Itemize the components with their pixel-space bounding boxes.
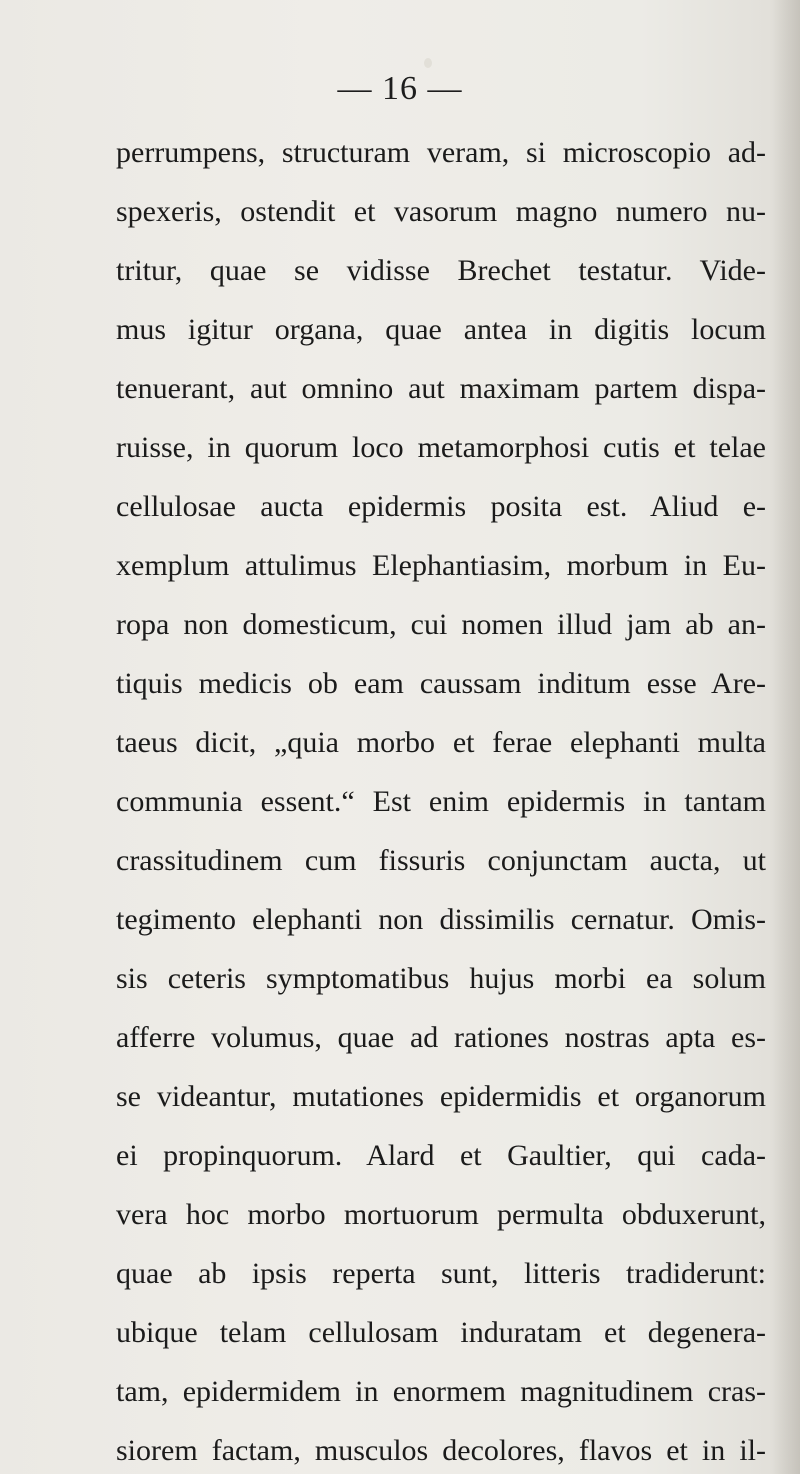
- text-line: mus igitur organa, quae antea in digitis locum: [116, 313, 766, 346]
- text-line: siorem factam, musculos decolores, flavos et in il-: [116, 1434, 766, 1467]
- text-line: perrumpens, structuram veram, si microscopio ad-: [116, 136, 766, 169]
- text-line: quae ab ipsis reperta sunt, litteris tradiderunt:: [116, 1257, 766, 1290]
- page-number: — 16 —: [337, 70, 463, 107]
- text-line: tiquis medicis ob eam caussam inditum esse Are-: [116, 667, 766, 700]
- text-line: tritur, quae se vidisse Brechet testatur. Vide-: [116, 254, 766, 287]
- text-line: spexeris, ostendit et vasorum magno numero nu-: [116, 195, 766, 228]
- text-line: se videantur, mutationes epidermidis et organorum: [116, 1080, 766, 1113]
- text-line: tam, epidermidem in enormem magnitudinem cras-: [116, 1375, 766, 1408]
- text-line: afferre volumus, quae ad rationes nostras apta es-: [116, 1021, 766, 1054]
- text-line: xemplum attulimus Elephantiasim, morbum in Eu-: [116, 549, 766, 582]
- text-line: sis ceteris symptomatibus hujus morbi ea solum: [116, 962, 766, 995]
- text-line: ropa non domesticum, cui nomen illud jam ab an-: [116, 608, 766, 641]
- text-line: tegimento elephanti non dissimilis cernatur. Omis-: [116, 903, 766, 936]
- text-line: ubique telam cellulosam induratam et degenera-: [116, 1316, 766, 1349]
- text-line: vera hoc morbo mortuorum permulta obduxerunt,: [116, 1198, 766, 1231]
- text-line: ruisse, in quorum loco metamorphosi cutis et telae: [116, 431, 766, 464]
- text-line: crassitudinem cum fissuris conjunctam aucta, ut: [116, 844, 766, 877]
- text-line: communia essent.“ Est enim epidermis in tantam: [116, 785, 766, 818]
- text-line: cellulosae aucta epidermis posita est. Aliud e-: [116, 490, 766, 523]
- text-line: tenuerant, aut omnino aut maximam partem dispa-: [116, 372, 766, 405]
- text-line: taeus dicit, „quia morbo et ferae elephanti multa: [116, 726, 766, 759]
- text-line: ei propinquorum. Alard et Gaultier, qui cada-: [116, 1139, 766, 1172]
